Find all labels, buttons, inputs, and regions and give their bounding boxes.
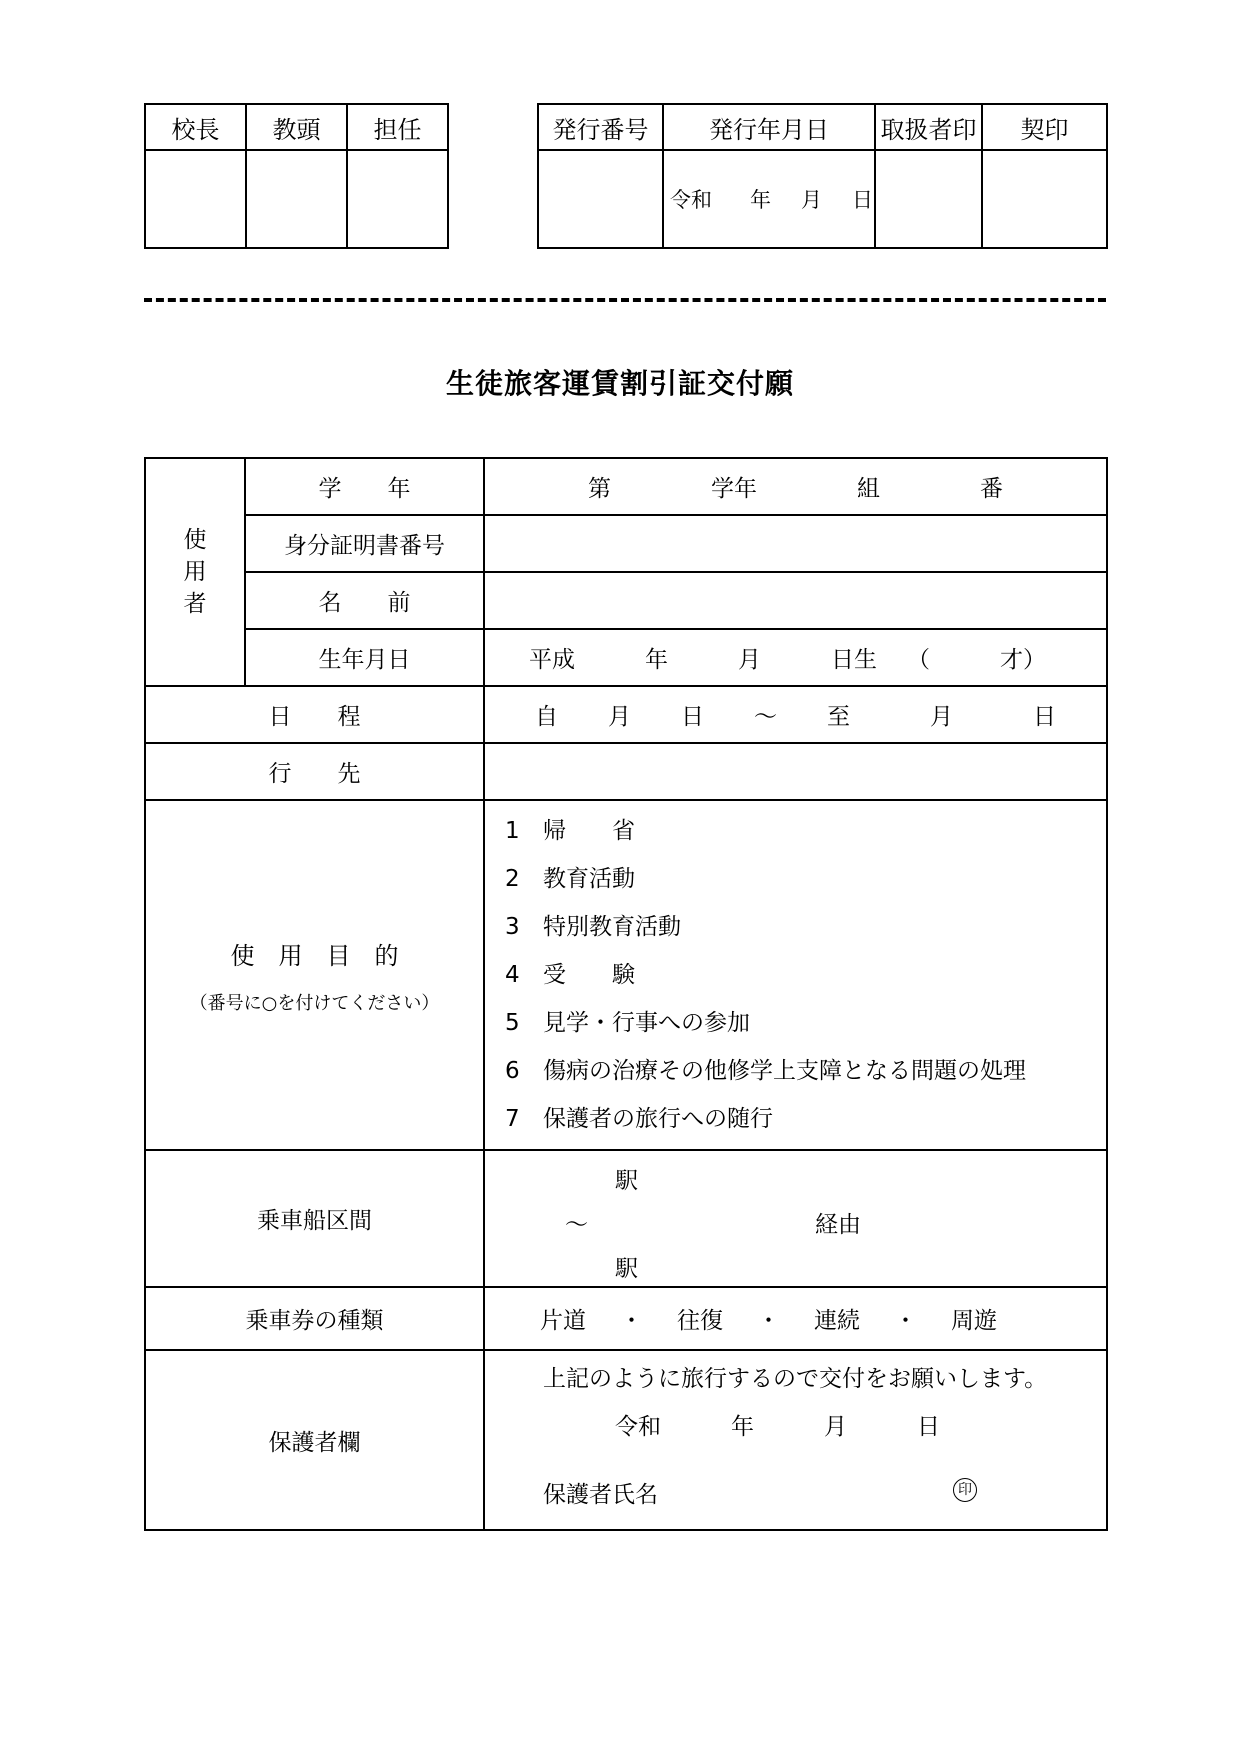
form-title: 生徒旅客運賃割引証交付願 [445,367,794,400]
guardian-date-month: 月 [824,1413,847,1440]
issue-date-day: 日 [852,188,873,212]
ticket-continuous[interactable]: 連続 [814,1308,860,1334]
guardian-date-day: 日 [917,1413,940,1440]
section-tilde: ～ [565,1211,588,1238]
cut-line [144,298,1106,302]
handler-seal-cell[interactable] [875,150,982,248]
birth-day: 日生 [831,647,877,673]
purpose-item-4[interactable]: 4 受 験 [505,962,635,988]
guardian-statement: 上記のように旅行するので交付をお願いします。 [543,1365,1048,1392]
id-number-field[interactable] [484,515,1107,572]
schedule-from: 自 [535,704,558,730]
schedule-label: 日 程 [145,686,484,743]
purpose-item-5[interactable]: 5 見学・行事への参加 [505,1010,750,1036]
schedule-to-day: 日 [1033,704,1056,730]
grade-field[interactable] [484,458,1107,515]
purpose-item-2[interactable]: 2 教育活動 [505,866,635,892]
name-field[interactable] [484,572,1107,629]
vice-principal-stamp-cell[interactable] [246,150,347,248]
issue-date-era: 令和 [670,188,712,212]
age-open: （ [907,647,930,673]
user-section-label: 使用者 [145,458,245,686]
schedule-tilde: ～ [754,704,777,730]
issue-date-cell[interactable] [663,150,875,248]
vice-principal-header: 教頭 [246,104,347,150]
name-label: 名 前 [245,572,484,629]
ticket-sep-3: ・ [894,1308,917,1334]
issue-date-month: 月 [801,188,822,212]
ticket-sep-2: ・ [757,1308,780,1334]
section-station-1: 駅 [615,1167,638,1194]
grade-dai: 第 [588,476,611,502]
purpose-options [484,800,1107,1150]
id-number-label: 身分証明書番号 [245,515,484,572]
guardian-field [484,1350,1107,1530]
purpose-item-3[interactable]: 3 特別教育活動 [505,914,681,940]
guardian-date-year: 年 [731,1413,754,1440]
schedule-to-month: 月 [930,704,953,730]
purpose-item-6[interactable]: 6 傷病の治療その他修学上支障となる問題の処理 [505,1058,1026,1084]
issue-number-header: 発行番号 [538,104,663,150]
homeroom-stamp-cell[interactable] [347,150,448,248]
schedule-from-month: 月 [608,704,631,730]
grade-ban: 番 [980,476,1003,502]
handler-seal-header: 取扱者印 [875,104,982,150]
grade-gakunen: 学年 [711,476,757,502]
ticket-circuit[interactable]: 周遊 [951,1308,997,1334]
birth-year: 年 [645,647,668,673]
issue-date-header: 発行年月日 [663,104,875,150]
issue-number-cell[interactable] [538,150,663,248]
application-form [144,457,1108,1531]
homeroom-header: 担任 [347,104,448,150]
ticket-label: 乗車券の種類 [145,1287,484,1350]
issue-date-year: 年 [750,188,771,212]
grade-kumi: 組 [857,476,880,502]
guardian-date[interactable] [615,1408,940,1441]
purpose-item-7[interactable]: 7 保護者の旅行への随行 [505,1106,773,1132]
approval-box [144,103,449,249]
seal-icon: 印 [953,1478,977,1502]
section-via: 経由 [815,1211,861,1238]
birth-field[interactable] [484,629,1107,686]
ticket-sep-1: ・ [620,1308,643,1334]
schedule-field[interactable] [484,686,1107,743]
issue-box [537,103,1108,249]
destination-label: 行 先 [145,743,484,800]
principal-header: 校長 [145,104,246,150]
section-field[interactable] [484,1150,1107,1287]
tally-seal-cell[interactable] [982,150,1107,248]
purpose-label-cell [145,800,484,1150]
guardian-label: 保護者欄 [145,1350,484,1530]
guardian-name-label: 保護者氏名 [543,1481,658,1508]
birth-month: 月 [738,647,761,673]
section-station-2: 駅 [615,1255,638,1282]
principal-stamp-cell[interactable] [145,150,246,248]
birth-label: 生年月日 [245,629,484,686]
guardian-name-field[interactable] [675,1474,935,1504]
purpose-note: （番号に○を付けてください） [189,992,440,1014]
purpose-label: 使 用 目 的 [230,941,399,970]
guardian-date-era: 令和 [615,1413,661,1440]
ticket-roundtrip[interactable]: 往復 [677,1308,723,1334]
ticket-options [484,1287,1107,1350]
section-label: 乗車船区間 [145,1150,484,1287]
tally-seal-header: 契印 [982,104,1107,150]
destination-field[interactable] [484,743,1107,800]
ticket-oneway[interactable]: 片道 [540,1308,586,1334]
age-close: 才） [1000,647,1046,673]
grade-label: 学 年 [245,458,484,515]
birth-era: 平成 [529,647,575,673]
schedule-from-day: 日 [681,704,704,730]
purpose-item-1[interactable]: 1 帰 省 [505,818,635,844]
schedule-to: 至 [827,704,850,730]
